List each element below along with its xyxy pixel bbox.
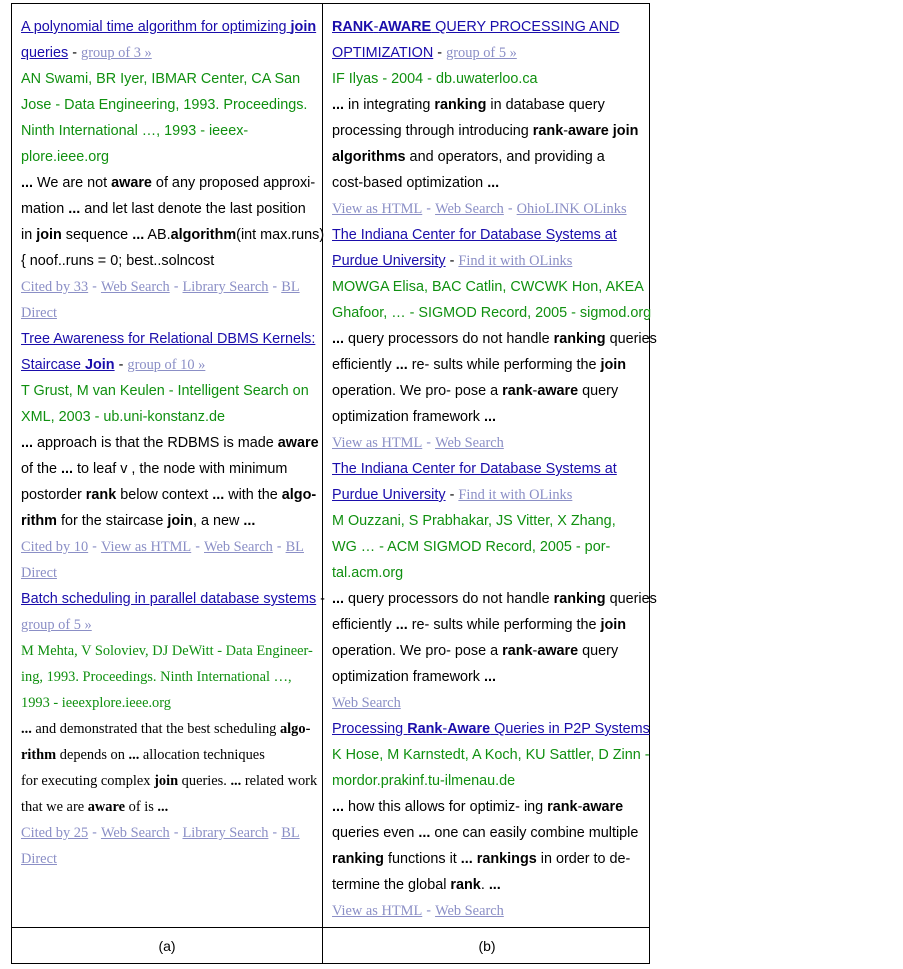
result-snippet-text: ... [488, 877, 501, 893]
result-action-link[interactable]: group of 5 » [21, 617, 92, 633]
result-snippet-text: allocation techniques [139, 747, 265, 763]
result-action-link[interactable]: group of 5 » [446, 45, 517, 61]
result-action-link[interactable]: View as HTML [332, 435, 423, 451]
result-line [332, 846, 644, 872]
result-action-link[interactable]: Direct [21, 565, 57, 581]
result-snippet-text: ... [332, 799, 344, 815]
result-line [332, 664, 644, 690]
link-separator: - [422, 903, 436, 919]
result-snippet-text: - [445, 487, 459, 503]
result-citation-text: WG … - ACM SIGMOD Record, 2005 - por- [332, 539, 611, 555]
result-line [21, 560, 315, 586]
result-action-link[interactable]: Web Search [100, 825, 170, 841]
result-line [21, 846, 315, 872]
result-line [21, 638, 315, 664]
result-snippet-text: join [600, 617, 627, 633]
result-snippet-text: ranking [332, 851, 384, 867]
result-citation-text: IF Ilyas - 2004 - db.uwaterloo.ca [332, 71, 538, 87]
result-title-link[interactable]: Join [85, 357, 115, 373]
result-snippet-text: queries [605, 591, 657, 607]
result-snippet-text: mation [21, 201, 69, 217]
result-line [332, 300, 652, 326]
result-snippet-text: join [167, 513, 193, 529]
result-title-link[interactable]: - [442, 721, 448, 737]
result-snippet-text: algo- [281, 487, 317, 503]
result-action-link[interactable]: BL [281, 279, 300, 295]
result-line [332, 690, 644, 716]
link-separator: - [169, 825, 183, 841]
result-action-link[interactable]: View as HTML [332, 201, 423, 217]
result-line [21, 716, 315, 742]
result-snippet-text: AB. [144, 227, 171, 243]
result-line [332, 14, 644, 40]
result-snippet-text: - [577, 799, 583, 815]
result-action-link[interactable]: Cited by 25 [21, 825, 89, 841]
result-line [21, 820, 315, 846]
result-title-link[interactable]: Aware [447, 721, 491, 737]
result-snippet-text: ranking [553, 591, 606, 607]
result-line [332, 222, 644, 248]
link-separator: - [88, 539, 101, 555]
result-snippet-text: join [154, 773, 179, 789]
result-action-link[interactable]: BL [285, 539, 304, 555]
result-line [332, 794, 644, 820]
result-snippet-text: operation. We pro- pose a [332, 643, 503, 659]
result-snippet-text: in [21, 227, 37, 243]
result-action-link[interactable]: Direct [21, 305, 57, 321]
result-snippet-text: processing through introducing [332, 123, 533, 139]
link-separator: - [268, 825, 282, 841]
panel-b-caption: (b) [478, 938, 496, 954]
result-snippet-text: and let last denote the last position [80, 201, 306, 217]
link-separator: - [422, 201, 436, 217]
result-snippet-text: queries. [178, 773, 231, 789]
result-snippet-text: ... [395, 617, 408, 633]
result-snippet-text: related work [241, 773, 318, 789]
result-snippet-text: aware join [568, 123, 639, 139]
result-line [21, 664, 315, 690]
result-snippet-text: optimization framework [332, 669, 484, 685]
result-line [21, 534, 315, 560]
result-title-link[interactable]: join [290, 19, 317, 35]
result-line [332, 40, 644, 66]
result-snippet-text: that we are [21, 799, 88, 815]
result-line [332, 404, 644, 430]
result-citation-text: Ghafoor, … - SIGMOD Record, 2005 - sigmod.org [332, 305, 652, 321]
result-line [21, 482, 315, 508]
result-snippet-text: - [563, 123, 568, 139]
result-line [21, 14, 315, 40]
result-snippet-text: in database query [486, 97, 605, 113]
result-snippet-text: join [600, 357, 627, 373]
result-line [332, 898, 644, 924]
result-snippet-text: to leaf v , the node with minimum [73, 461, 288, 477]
result-snippet-text: ... [483, 409, 496, 425]
result-snippet-text: We are not [33, 175, 112, 191]
result-citation-text: Jose - Data Engineering, 1993. Proceedings. [21, 97, 308, 113]
result-citation-text: plore.ieee.org [21, 149, 110, 165]
result-snippet-text: ... [243, 513, 256, 529]
result-snippet-text: (int max.runs) [236, 227, 325, 243]
panel-a-results [21, 14, 325, 872]
result-title-link[interactable]: RANK [332, 19, 374, 35]
result-snippet-text: optimization framework [332, 409, 484, 425]
result-snippet-text: - [532, 383, 538, 399]
result-snippet-text: query processors do not handle [344, 591, 554, 607]
result-line [21, 40, 315, 66]
result-snippet-text: postorder [21, 487, 86, 503]
link-separator: - [272, 539, 286, 555]
result-line [21, 274, 315, 300]
result-snippet-text: ... [332, 331, 344, 347]
result-snippet-text: cost-based optimization [332, 175, 488, 191]
result-snippet-text: rank [532, 123, 564, 139]
result-action-link[interactable]: Find it with OLinks [458, 253, 573, 269]
result-line [332, 872, 644, 898]
result-snippet-text: in order to de- [536, 851, 631, 867]
result-snippet-text: queries [605, 331, 657, 347]
result-action-link[interactable]: Library Search [182, 279, 269, 295]
result-line [332, 482, 644, 508]
result-line [21, 768, 318, 794]
result-snippet-text: ranking [553, 331, 606, 347]
result-snippet-text: ... [212, 487, 225, 503]
result-line [332, 144, 644, 170]
result-snippet-text: ... [21, 175, 33, 191]
result-snippet-text: ... [483, 669, 496, 685]
result-snippet-text: re- sults while performing the [407, 357, 601, 373]
link-separator: - [422, 435, 436, 451]
result-line [332, 534, 644, 560]
result-action-link[interactable]: Web Search [435, 201, 504, 217]
result-snippet-text: efficiently [332, 617, 396, 633]
result-line [332, 768, 644, 794]
result-citation-text: K Hose, M Karnstedt, A Koch, KU Sattler, D Zinn - [332, 747, 650, 763]
result-snippet-text: rank [450, 877, 481, 893]
result-citation-text: ing, 1993. Proceedings. Ninth International …, [21, 669, 292, 685]
result-title-link[interactable]: Processing [332, 721, 408, 737]
result-line [332, 716, 650, 742]
result-snippet-text: for the staircase [56, 513, 168, 529]
result-snippet-text: ... [61, 461, 74, 477]
panel-b-results [332, 14, 657, 924]
column-divider [322, 4, 323, 963]
result-snippet-text: ... [128, 747, 140, 763]
result-snippet-text: algorithms [332, 149, 406, 165]
result-line [332, 820, 644, 846]
result-title-link[interactable]: The Indiana Center for Database Systems at [332, 461, 617, 477]
result-line [332, 638, 644, 664]
result-title-link[interactable]: Rank [407, 721, 443, 737]
result-title-link[interactable]: Staircase [21, 357, 85, 373]
result-title-link[interactable]: - [373, 19, 379, 35]
result-snippet-text: rank [85, 487, 117, 503]
result-line [332, 430, 644, 456]
result-snippet-text: ... [487, 175, 500, 191]
result-snippet-text: ... [132, 227, 145, 243]
result-snippet-text: re- sults while performing the [407, 617, 601, 633]
result-snippet-text: ... [332, 591, 344, 607]
result-title-link[interactable]: The Indiana Center for Database Systems at [332, 227, 617, 243]
result-snippet-text: aware [582, 799, 624, 815]
result-snippet-text: ranking [434, 97, 487, 113]
result-line [21, 508, 315, 534]
result-citation-text: Ninth International …, 1993 - ieeex- [21, 123, 249, 139]
result-snippet-text: query [578, 383, 619, 399]
result-snippet-text: of the [21, 461, 62, 477]
result-snippet-text: ... [157, 799, 169, 815]
result-action-link[interactable]: group of 3 » [81, 45, 152, 61]
result-line [332, 248, 644, 274]
result-line [332, 274, 644, 300]
result-action-link[interactable]: Find it with OLinks [458, 487, 573, 503]
result-snippet-text: aware [537, 643, 579, 659]
result-line [332, 92, 644, 118]
result-snippet-text: - [532, 643, 538, 659]
result-snippet-text: and demonstrated that the best scheduling [31, 721, 280, 737]
result-title-link[interactable]: QUERY PROCESSING AND [431, 19, 620, 35]
result-citation-text: XML, 2003 - ub.uni-konstanz.de [21, 409, 225, 425]
result-line [332, 560, 644, 586]
result-snippet-text: aware [111, 175, 152, 191]
result-snippet-text: of any proposed approxi- [151, 175, 316, 191]
result-action-link[interactable]: Web Search [435, 903, 504, 919]
result-action-link[interactable]: Cited by 10 [21, 539, 89, 555]
result-line [332, 586, 657, 612]
result-snippet-text: , a new [192, 513, 244, 529]
result-snippet-text: queries even [332, 825, 419, 841]
result-action-link[interactable]: Web Search [435, 435, 504, 451]
result-line [21, 92, 315, 118]
result-action-link[interactable]: BL [281, 825, 300, 841]
result-snippet-text: { noof..runs = 0; best..solncost [21, 253, 215, 269]
result-line [332, 742, 650, 768]
result-line [332, 456, 644, 482]
link-separator: - [191, 539, 205, 555]
result-line [21, 170, 315, 196]
result-snippet-text: ... [460, 851, 473, 867]
result-snippet-text: ... [332, 97, 344, 113]
result-line [21, 404, 315, 430]
result-line [21, 430, 319, 456]
result-action-link[interactable]: Library Search [182, 825, 269, 841]
result-line [332, 378, 644, 404]
result-snippet-text: ... [418, 825, 431, 841]
result-snippet-text: rithm [21, 747, 57, 763]
result-snippet-text: - [445, 253, 459, 269]
result-snippet-text: - [433, 45, 447, 61]
result-snippet-text: ... [68, 201, 81, 217]
result-snippet-text: how this allows for optimiz- ing [344, 799, 548, 815]
link-separator: - [88, 825, 101, 841]
result-action-link[interactable]: View as HTML [332, 903, 423, 919]
result-snippet-text: - [68, 45, 81, 61]
result-snippet-text: rank [502, 383, 533, 399]
result-citation-text: tal.acm.org [332, 565, 404, 581]
result-snippet-text: for executing complex [21, 773, 155, 789]
result-title-link[interactable]: Queries in P2P Systems [490, 721, 650, 737]
result-line [21, 144, 315, 170]
result-title-link[interactable]: AWARE [378, 19, 432, 35]
result-title-link[interactable]: Purdue University [332, 253, 446, 269]
result-line [21, 612, 315, 638]
result-snippet-text: approach is that the RDBMS is made [33, 435, 278, 451]
result-title-link[interactable]: Tree Awareness for Relational DBMS Kernels: [21, 331, 316, 347]
result-line [332, 508, 644, 534]
result-snippet-text: aware [277, 435, 319, 451]
result-title-link[interactable]: A polynomial time algorithm for optimizing [21, 19, 291, 35]
result-line [332, 118, 644, 144]
result-line [332, 352, 644, 378]
result-line [21, 794, 315, 820]
result-snippet-text: termine the global [332, 877, 451, 893]
result-snippet-text: aware [537, 383, 579, 399]
result-snippet-text: . [480, 877, 489, 893]
result-title-link[interactable]: OPTIMIZATION [332, 45, 434, 61]
result-line [21, 66, 315, 92]
result-snippet-text: of is [125, 799, 158, 815]
result-snippet-text: - [316, 591, 325, 607]
result-snippet-text: functions it [383, 851, 461, 867]
result-snippet-text: ... [230, 773, 242, 789]
result-snippet-text: - [114, 357, 128, 373]
result-snippet-text: algo- [279, 721, 311, 737]
result-snippet-text: query processors do not handle [344, 331, 554, 347]
result-citation-text: mordor.prakinf.tu-ilmenau.de [332, 773, 516, 789]
result-line [21, 456, 315, 482]
result-citation-text: AN Swami, BR Iyer, IBMAR Center, CA San [21, 71, 301, 87]
result-action-link[interactable]: OhioLINK OLinks [516, 201, 627, 217]
result-citation-text: 1993 - ieeexplore.ieee.org [21, 695, 171, 711]
result-line [21, 248, 315, 274]
result-snippet-text: below context [116, 487, 213, 503]
result-snippet-text: efficiently [332, 357, 396, 373]
result-citation-text: MOWGA Elisa, BAC Catlin, CWCWK Hon, AKEA [332, 279, 644, 295]
figure-frame [11, 3, 657, 964]
result-snippet-text: with the [224, 487, 282, 503]
result-snippet-text: ... [21, 435, 33, 451]
result-action-link[interactable]: Web Search [332, 695, 401, 711]
result-line [21, 326, 315, 352]
result-snippet-text: ... [395, 357, 408, 373]
result-citation-text: M Ouzzani, S Prabhakar, JS Vitter, X Zhang, [332, 513, 616, 529]
link-separator: - [169, 279, 183, 295]
result-line [21, 222, 325, 248]
result-title-link[interactable]: Purdue University [332, 487, 446, 503]
result-citation-text: T Grust, M van Keulen - Intelligent Search on [21, 383, 309, 399]
result-snippet-text: operation. We pro- pose a [332, 383, 503, 399]
result-snippet-text: query [578, 643, 619, 659]
result-snippet-text: aware [87, 799, 126, 815]
result-title-link[interactable]: queries [21, 45, 69, 61]
result-snippet-text: rank [547, 799, 578, 815]
result-line [332, 196, 644, 222]
result-line [21, 586, 325, 612]
result-snippet-text: in integrating [344, 97, 435, 113]
panel-a-caption: (a) [158, 938, 176, 954]
result-snippet-text: algorithm [170, 227, 237, 243]
result-action-link[interactable]: Web Search [100, 279, 170, 295]
result-snippet-text: and operators, and providing a [405, 149, 605, 165]
link-separator: - [268, 279, 282, 295]
result-line [21, 742, 315, 768]
link-separator: - [503, 201, 517, 217]
result-line [332, 326, 657, 352]
result-line [21, 378, 315, 404]
link-separator: - [88, 279, 101, 295]
result-action-link[interactable]: View as HTML [100, 539, 192, 555]
result-line [332, 66, 644, 92]
result-snippet-text: one can easily combine multiple [430, 825, 639, 841]
result-snippet-text: join [36, 227, 62, 243]
result-line [21, 300, 315, 326]
result-snippet-text: ... [21, 721, 32, 737]
result-line [21, 690, 315, 716]
result-action-link[interactable]: group of 10 » [127, 357, 206, 373]
result-snippet-text: depends on [56, 747, 129, 763]
result-snippet-text: sequence [61, 227, 133, 243]
result-citation-text: M Mehta, V Soloviev, DJ DeWitt - Data Engineer- [21, 643, 313, 659]
result-snippet-text: rithm [21, 513, 57, 529]
result-snippet-text: rankings [476, 851, 537, 867]
result-title-link[interactable]: Batch scheduling in parallel database systems [21, 591, 317, 607]
result-action-link[interactable]: Web Search [204, 539, 273, 555]
result-line [21, 118, 315, 144]
result-action-link[interactable]: Direct [21, 851, 57, 867]
result-line [21, 352, 315, 378]
result-line [332, 612, 644, 638]
result-line [332, 170, 644, 196]
result-action-link[interactable]: Cited by 33 [21, 279, 89, 295]
result-snippet-text: rank [502, 643, 533, 659]
result-line [21, 196, 315, 222]
